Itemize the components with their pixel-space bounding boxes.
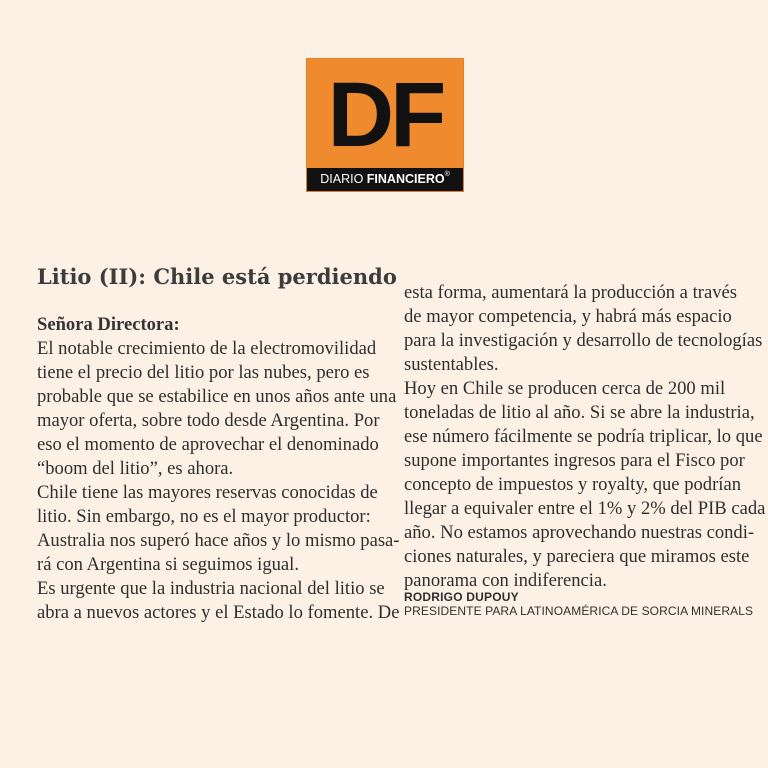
logo-wordmark bbox=[307, 168, 463, 191]
body-line: Australia nos superó hace años y lo mismo pasa- bbox=[37, 530, 400, 551]
body-line: ese número fácilmente se podría triplicar, lo que bbox=[404, 426, 763, 447]
body-line: llegar a equivaler entre el 1% y 2% del PIB cada bbox=[404, 498, 766, 519]
author-role: PRESIDENTE PARA LATINOAMÉRICA DE SORCIA MINERALS bbox=[404, 604, 754, 618]
body-line: Hoy en Chile se producen cerca de 200 mil bbox=[404, 378, 726, 399]
salutation: Señora Directora: bbox=[37, 314, 180, 335]
body-line: para la investigación y desarrollo de tecnologías bbox=[404, 330, 763, 351]
body-line: eso el momento de aprovechar el denominado bbox=[37, 434, 379, 455]
logo-word-diario: DIARIO bbox=[320, 172, 364, 186]
body-line: mayor oferta, sobre todo desde Argentina. Por bbox=[37, 410, 380, 431]
author-name: RODRIGO DUPOUY bbox=[404, 590, 519, 604]
body-line: litio. Sin embargo, no es el mayor productor: bbox=[37, 506, 371, 527]
body-line: supone importantes ingresos para el Fisco por bbox=[404, 450, 745, 471]
body-line: Es urgente que la industria nacional del litio se bbox=[37, 578, 385, 599]
article-column-2 bbox=[404, 281, 765, 593]
diario-financiero-logo bbox=[307, 59, 463, 191]
body-line: esta forma, aumentará la producción a través bbox=[404, 282, 737, 303]
body-line: probable que se estabilice en unos años ante una bbox=[37, 386, 397, 407]
body-line: panorama con indiferencia. bbox=[404, 570, 607, 591]
article-column-1 bbox=[37, 313, 400, 625]
body-line: de mayor competencia, y habrá más espacio bbox=[404, 306, 732, 327]
body-line: El notable crecimiento de la electromovilidad bbox=[37, 338, 377, 359]
body-line: rá con Argentina si seguimos igual. bbox=[37, 554, 299, 575]
logo-word-financiero: FINANCIERO bbox=[366, 172, 445, 186]
article-headline: Litio (II): Chile está perdiendo bbox=[37, 264, 397, 289]
body-line: año. No estamos aprovechando nuestras condi- bbox=[404, 522, 755, 543]
body-line: Chile tiene las mayores reservas conocidas de bbox=[37, 482, 378, 503]
logo-mark: DF bbox=[327, 64, 443, 166]
body-line: toneladas de litio al año. Si se abre la industria, bbox=[404, 402, 755, 423]
body-line: tiene el precio del litio por las nubes, pero es bbox=[37, 362, 370, 383]
body-line: abra a nuevos actores y el Estado lo fomente. De bbox=[37, 602, 400, 623]
body-line: concepto de impuestos y royalty, que podrían bbox=[404, 474, 742, 495]
body-line: sustentables. bbox=[404, 354, 499, 375]
body-line: ciones naturales, y pareciera que miramos este bbox=[404, 546, 750, 567]
body-line: “boom del litio”, es ahora. bbox=[37, 458, 234, 479]
signature-block bbox=[404, 590, 753, 618]
logo-registered-mark: ® bbox=[444, 171, 450, 178]
